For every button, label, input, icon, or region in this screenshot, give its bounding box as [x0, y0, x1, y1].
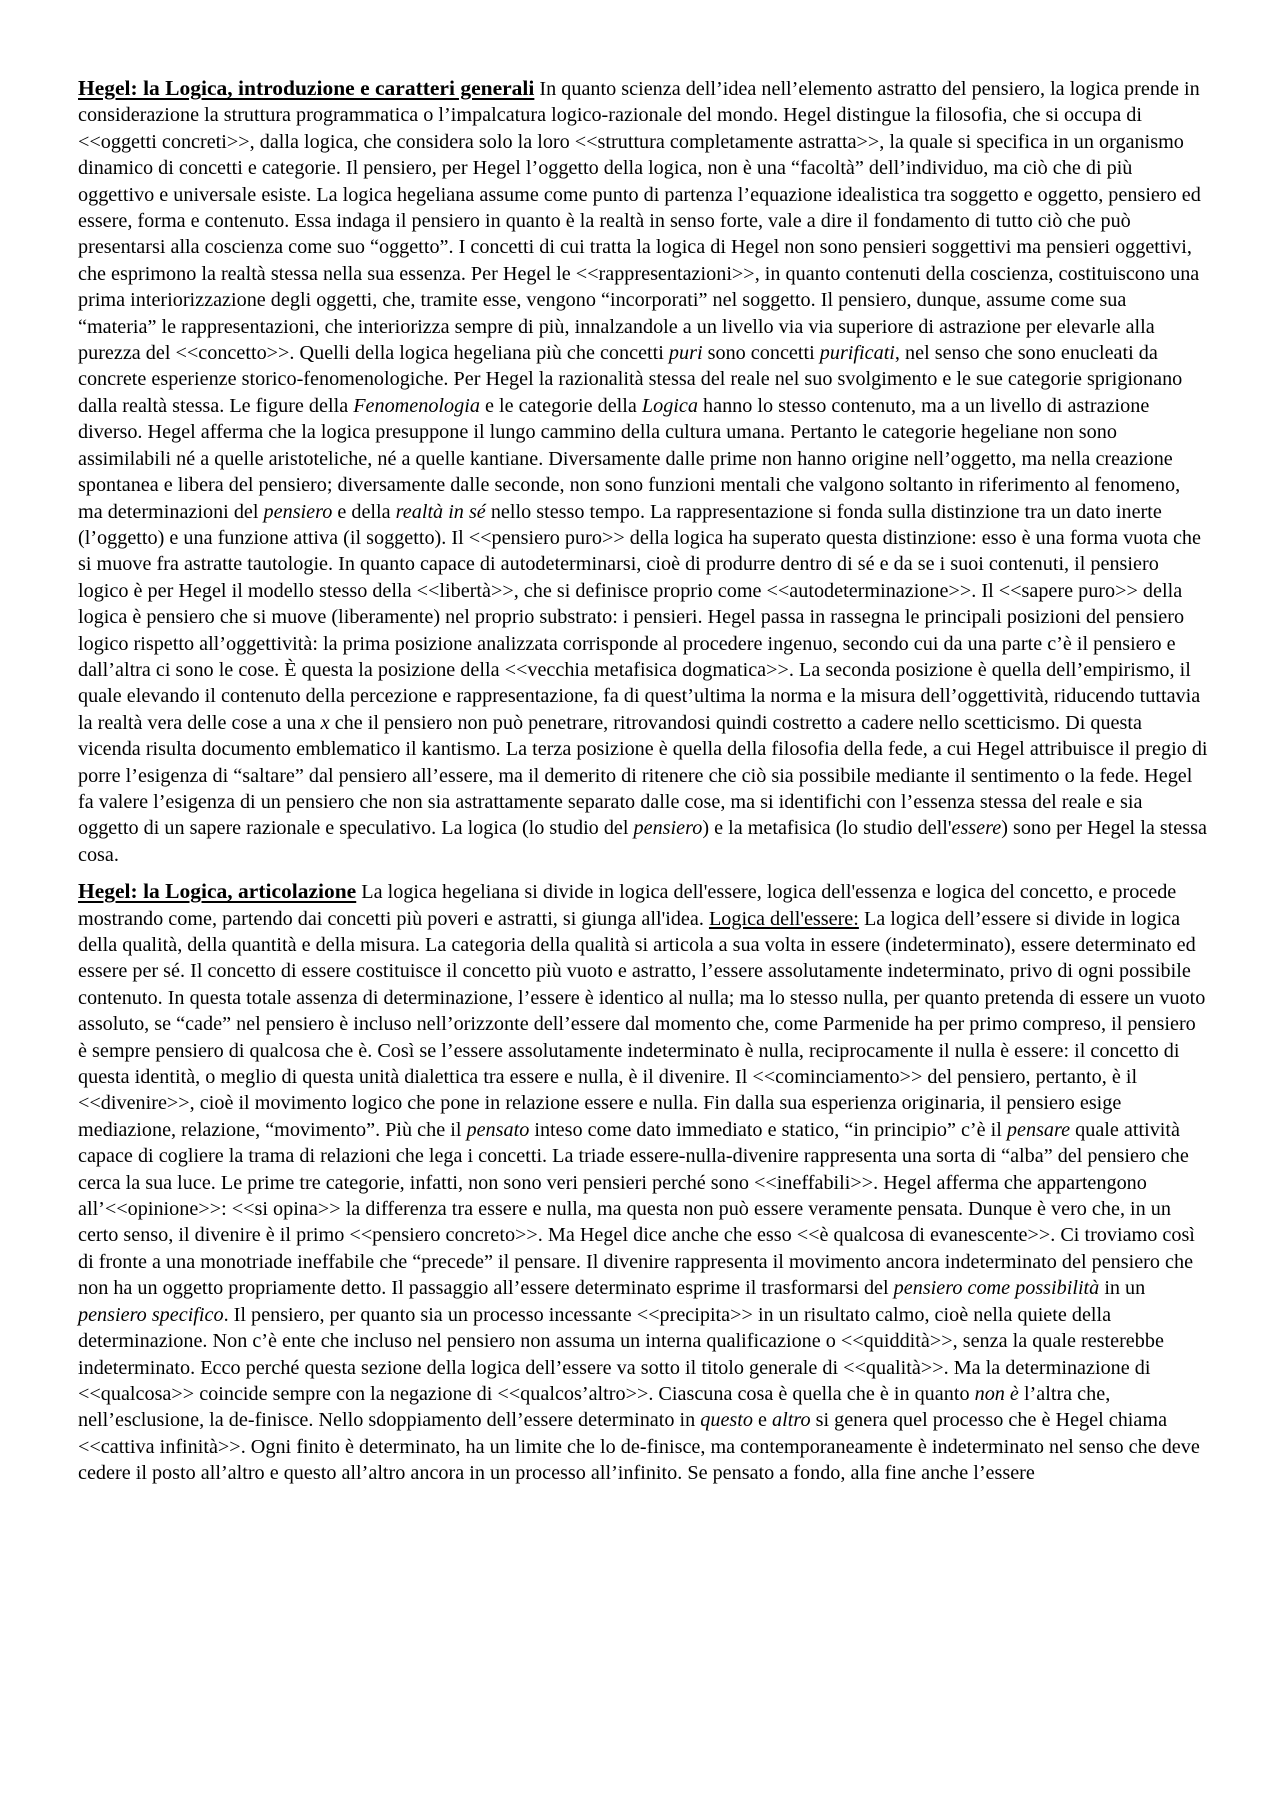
body-text: inteso come dato immediato e statico, “in principio” c’è il — [529, 1118, 1007, 1141]
body-text: hanno lo stesso contenuto, ma a un livello di astrazione diverso. Hegel afferma che la logica presuppone il lungo cammino della cultura umana. Pertanto le categorie hegeliane non sono assimilabili né a quelle aristoteliche, né a quelle kantiane. Diversamente dalle prime non hanno origine nell’oggetto, ma nella creazione spontanea e libera del pensiero; diversamente dalle seconde, non sono funzioni mentali che valgono soltanto in riferimento al fenomeno, ma determinazioni del — [78, 394, 1181, 523]
italic-text: puri — [668, 342, 703, 365]
italic-text: Fenomenologia — [353, 394, 480, 417]
document-page — [78, 75, 1208, 1497]
italic-text: essere — [951, 817, 1002, 840]
body-text: e della — [332, 500, 396, 523]
italic-text: pensiero — [633, 817, 703, 840]
body-text: sono concetti — [702, 342, 820, 365]
italic-text: pensato — [466, 1118, 530, 1141]
italic-text: altro — [772, 1409, 811, 1432]
italic-text: realtà in sé — [395, 500, 486, 523]
italic-text: pensiero — [263, 500, 333, 523]
body-text: ) e la metafisica (lo studio dell' — [702, 817, 952, 840]
body-text: nello stesso tempo. La rappresentazione si fonda sulla distinzione tra un dato inerte (l’oggetto) e una funzione attiva (il soggetto). Il <<pensiero puro>> della logica ha superato questa distinzione: esso è una forma vuota che si muove fra astratte tautologie. In quanto capace di autodeterminarsi, cioè di produrre dentro di sé e da se i suoi contenuti, il pensiero logico è per Hegel il modello stesso della <<libertà>>, che si definisce proprio come <<autodeterminazione>>. Il <<sapere puro>> della logica è pensiero che si muove (liberamente) nel proprio substrato: i pensieri. Hegel passa in rassegna le principali posizioni del pensiero logico rispetto all’oggettività: la prima posizione analizzata corrisponde al procedere ingenuo, secondo cui da una parte c’è il pensiero e dall’altra ci sono le cose. È questa la posizione della <<vecchia metafisica dogmatica>>. La seconda posizione è quella dell’empirismo, il quale elevando il contenuto della percezione e rappresentazione, fa di quest’ultima la norma e la misura dell’oggettività, riducendo tuttavia la realtà vera delle cose a una — [78, 500, 1201, 734]
body-text: che il pensiero non può penetrare, ritrovandosi quindi costretto a cadere nello scetticismo. Di questa vicenda risulta documento emblematico il kantismo. La terza posizione è quella della filosofia della fede, a cui Hegel attribuisce il pregio di porre l’esigenza di “saltare” dal pensiero all’essere, ma il demerito di ritenere che ciò sia possibile mediante il sentimento o la fede. Hegel fa valere l’esigenza di un pensiero che non sia astrattamente separato dalle cose, ma si identifichi con l’essenza stessa del reale e sia oggetto di un sapere razionale e speculativo. La logica (lo studio del — [78, 711, 1208, 840]
section-heading-introduzione: Hegel: la Logica, introduzione e caratteri generali — [78, 76, 535, 100]
body-text: si genera quel processo che è Hegel chiama <<cattiva infinità>>. Ogni finito è determinato, ha un limite che lo de-finisce, ma contemporaneamente è indeterminato nel senso che deve cedere il posto all’altro e questo all’altro ancora in un processo all’infinito. Se pensato a fondo, alla fine anche l’essere — [78, 1409, 1200, 1485]
italic-text: pensare — [1006, 1118, 1071, 1141]
italic-text: purificati — [819, 342, 895, 365]
italic-text: non è — [974, 1382, 1019, 1405]
body-text: In quanto scienza dell’idea nell’elemento astratto del pensiero, la logica prende in considerazione la struttura programmatica o l’impalcatura logico-razionale del mondo. Hegel distingue la filosofia, che si occupa di <<oggetti concreti>>, dalla logica, che considera solo la loro <<struttura completamente astratta>>, la quale si specifica in un organismo dinamico di concetti e categorie. Il pensiero, per Hegel l’oggetto della logica, non è una “facoltà” dell’individuo, ma ciò che di più oggettivo e universale esiste. La logica hegeliana assume come punto di partenza l’equazione idealistica tra soggetto e oggetto, pensiero ed essere, forma e contenuto. Essa indaga il pensiero in quanto è la realtà in senso forte, vale a dire il fondamento di tutto ciò che può presentarsi alla coscienza come suo “oggetto”. I concetti di cui tratta la logica di Hegel non sono pensieri soggettivi ma pensieri oggettivi, che esprimono la realtà stessa nella sua essenza. Per Hegel le <<rappresentazioni>>, in quanto contenuti della coscienza, costituiscono una prima interiorizzazione degli oggetti, che, tramite esse, vengono “incorporati” nel soggetto. Il pensiero, dunque, assume come sua “materia” le rappresentazioni, che interiorizza sempre di più, innalzandole a un livello via via superiore di astrazione per elevarle alla purezza del <<concetto>>. Quelli della logica hegeliana più che concetti — [78, 78, 1201, 365]
italic-text: pensiero specifico — [78, 1303, 224, 1326]
section-paragraph-articolazione — [78, 878, 1208, 1486]
body-text: . Il pensiero, per quanto sia un processo incessante <<precipita>> in un risultato calmo, cioè nella quiete della determinazione. Non c’è ente che incluso nel pensiero non assuma un interna qualificazione o <<quiddità>>, senza la quale resterebbe indeterminato. Ecco perché questa sezione della logica dell’essere va sotto il titolo generale di <<qualità>>. Ma la determinazione di <<qualcosa>> coincide sempre con la negazione di <<qualcos’altro>>. Ciascuna cosa è quella che è in quanto — [78, 1303, 1164, 1405]
italic-text: pensiero come possibilità — [893, 1277, 1100, 1300]
body-text: La logica hegeliana si divide in logica dell'essere, logica dell'essenza e logica del concetto, e procede mostrando come, partendo dai concetti più poveri e astratti, si giunga all'idea. — [78, 881, 1177, 930]
italic-text: x — [320, 711, 330, 734]
body-text: in un — [1099, 1277, 1146, 1300]
italic-text: questo — [700, 1409, 753, 1432]
body-text: e — [752, 1409, 773, 1432]
section-heading-articolazione: Hegel: la Logica, articolazione — [78, 879, 357, 904]
body-text: quale attività capace di cogliere la trama di relazioni che lega i concetti. La triade essere-nulla-divenire rappresenta una sorta di “alba” del pensiero che cerca la sua luce. Le prime tre categorie, infatti, non sono veri pensieri perché sono <<ineffabili>>. Hegel afferma che appartengono all’<<opinione>>: <<si opina>> la differenza tra essere e nulla, ma questa non può essere veramente pensata. Dunque è vero che, in un certo senso, il divenire è il primo <<pensiero concreto>>. Ma Hegel dice anche che esso <<è qualcosa di evanescente>>. Ci troviamo così di fronte a una monotriade ineffabile che “precede” il pensare. Il divenire rappresenta il movimento ancora indeterminato del pensiero che non ha un oggetto propriamente detto. Il passaggio all’essere determinato esprime il trasformarsi del — [78, 1118, 1195, 1300]
body-text: La logica dell’essere si divide in logica della qualità, della quantità e della misura. La categoria della qualità si articola a sua volta in essere (indeterminato), essere determinato ed essere per sé. Il concetto di essere costituisce il concetto più vuoto e astratto, l’essere assolutamente indeterminato, privo di ogni possibile contenuto. In questa totale assenza di determinazione, l’essere è identico al nulla; ma lo stesso nulla, per quanto pretenda di essere un vuoto assoluto, se “cade” nel pensiero è incluso nell’orizzonte dell’essere dal momento che, come Parmenide ha per primo compreso, il pensiero è sempre pensiero di qualcosa che è. Così se l’essere assolutamente indeterminato è nulla, reciprocamente il nulla è essere: il concetto di questa identità, o meglio di questa unità dialettica tra essere e nulla, è il divenire. Il <<cominciamento>> del pensiero, pertanto, è il <<divenire>>, cioè il movimento logico che pone in relazione essere e nulla. Fin dalla sua esperienza originaria, il pensiero esige mediazione, relazione, “movimento”. Più che il — [78, 907, 1206, 1141]
body-text: , nel senso che sono enucleati da concrete esperienze storico-fenomenologiche. Per Hegel la razionalità stessa del reale nel suo svolgimento e le sue categorie sprigionano dalla realtà stessa. Le figure della — [78, 342, 1183, 417]
italic-text: Logica — [641, 394, 698, 417]
subheading-logica-essere: Logica dell'essere: — [708, 907, 859, 930]
body-text: ) sono per Hegel la stessa cosa. — [78, 817, 1207, 866]
body-text: e le categorie della — [479, 394, 642, 417]
section-paragraph-introduzione — [78, 75, 1208, 868]
body-text: l’altra che, nell’esclusione, la de-finisce. Nello sdoppiamento dell’essere determinato in — [78, 1382, 1111, 1432]
